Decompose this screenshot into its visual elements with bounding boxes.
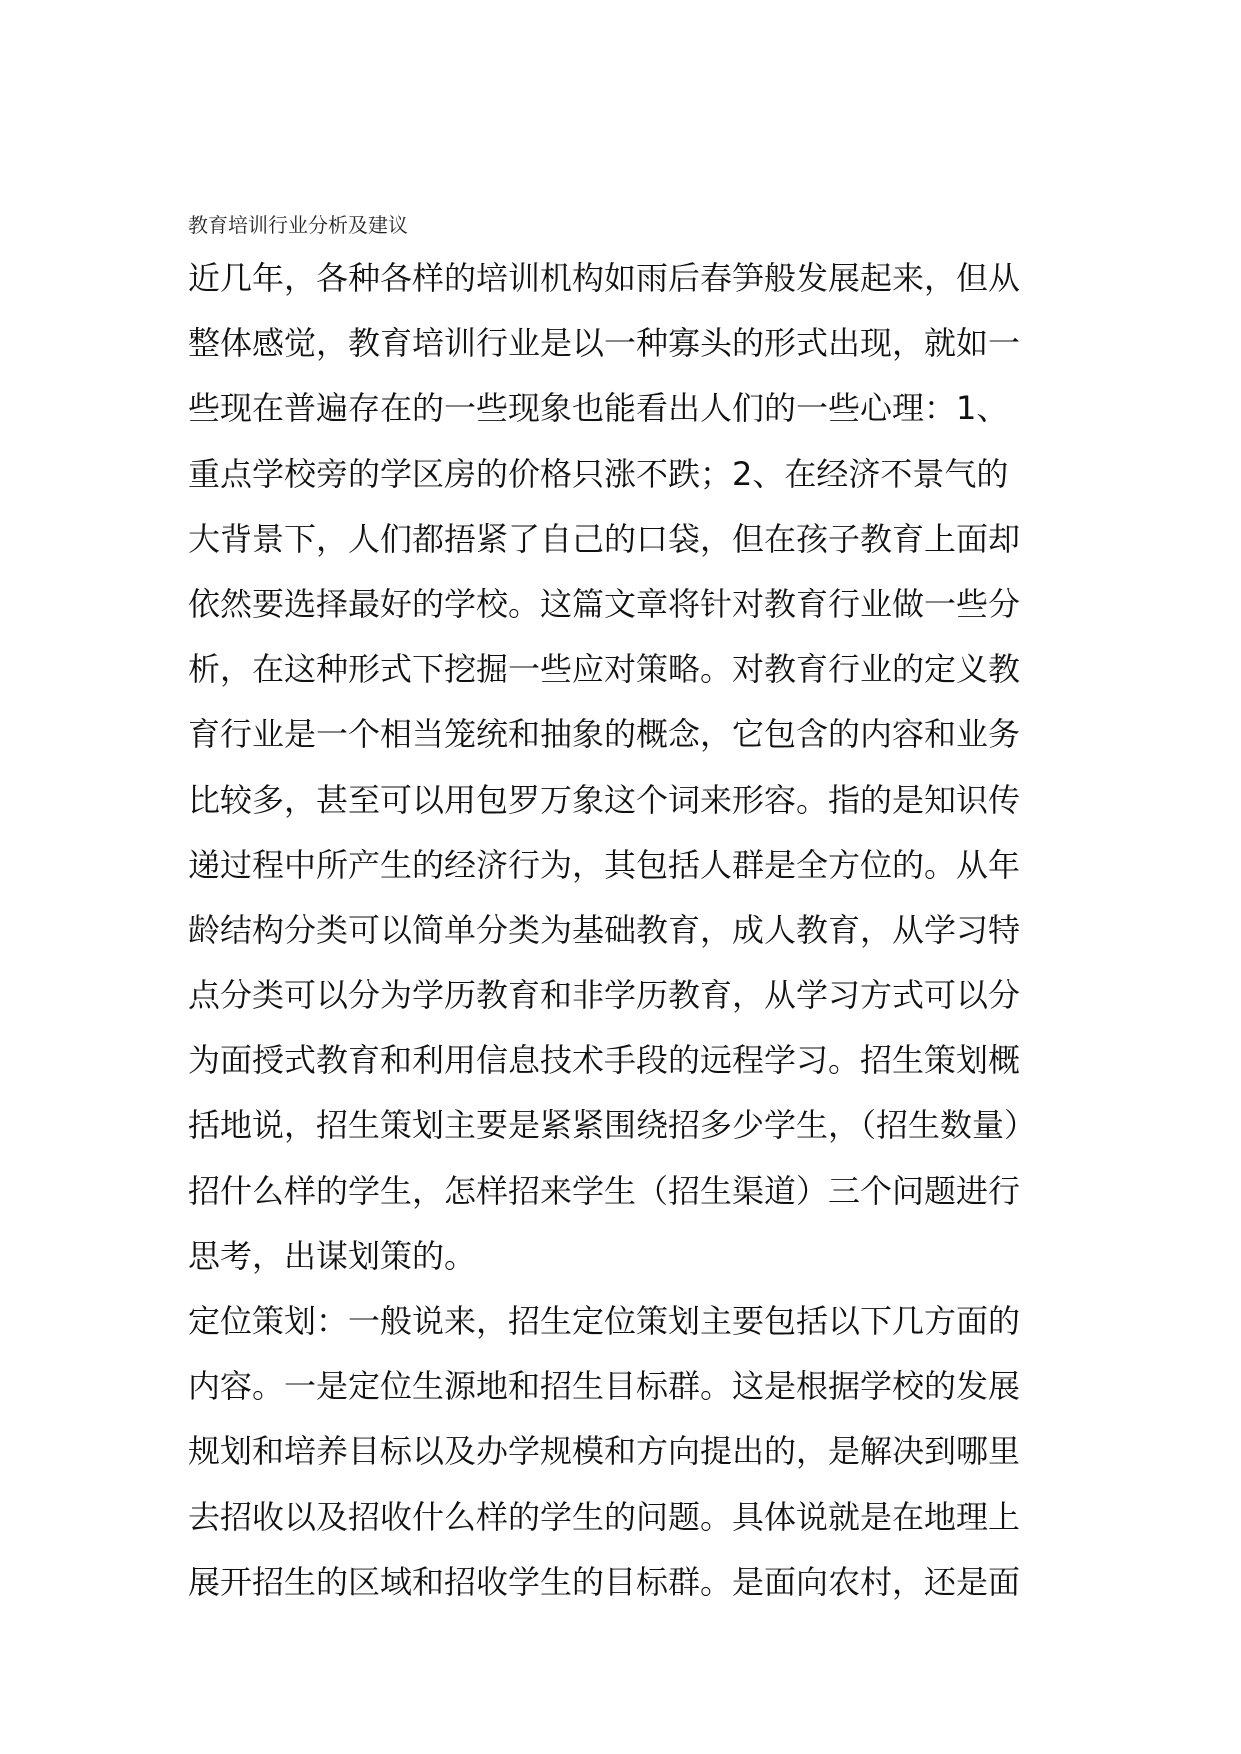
body-line: 规划和培养目标以及办学规模和方向提出的，是解决到哪里 — [188, 1432, 1021, 1471]
body-line: 整体感觉，教育培训行业是以一种寡头的形式出现，就如一 — [188, 324, 1021, 363]
body-line: 去招收以及招收什么样的学生的问题。具体说就是在地理上 — [188, 1497, 1021, 1536]
document-title: 教育培训行业分析及建议 — [188, 213, 408, 237]
body-line: 定位策划：一般说来，招生定位策划主要包括以下几方面的 — [188, 1302, 1021, 1340]
body-line: 括地说，招生策划主要是紧紧围绕招多少学生，（招生数量） — [188, 1106, 1037, 1145]
body-line: 内容。一是定位生源地和招生目标群。这是根据学校的发展 — [188, 1367, 1021, 1406]
body-line: 近几年，各种各样的培训机构如雨后春笋般发展起来，但从 — [188, 259, 1021, 297]
body-line: 展开招生的区域和招收学生的目标群。是面向农村，还是面 — [188, 1562, 1021, 1601]
body-line: 大背景下，人们都捂紧了自己的口袋，但在孩子教育上面却 — [188, 519, 1021, 558]
body-line: 析，在这种形式下挖掘一些应对策略。对教育行业的定义教 — [188, 650, 1021, 689]
document-body — [188, 246, 1088, 1615]
body-line: 育行业是一个相当笼统和抽象的概念，它包含的内容和业务 — [188, 715, 1021, 754]
body-line: 为面授式教育和利用信息技术手段的远程学习。招生策划概 — [188, 1041, 1021, 1080]
body-line: 依然要选择最好的学校。这篇文章将针对教育行业做一些分 — [188, 584, 1021, 623]
body-line: 招什么样的学生，怎样招来学生（招生渠道）三个问题进行 — [188, 1171, 1021, 1210]
body-line: 思考，出谋划策的。 — [188, 1236, 477, 1275]
body-line: 比较多，甚至可以用包罗万象这个词来形容。指的是知识传 — [188, 780, 1021, 819]
body-line: 重点学校旁的学区房的价格只涨不跌；2、在经济不景气的 — [188, 454, 1009, 493]
body-line: 些现在普遍存在的一些现象也能看出人们的一些心理：1、 — [188, 389, 1009, 428]
body-line: 龄结构分类可以简单分类为基础教育，成人教育，从学习特 — [188, 910, 1021, 949]
body-line: 点分类可以分为学历教育和非学历教育，从学习方式可以分 — [188, 976, 1021, 1015]
body-line: 递过程中所产生的经济行为，其包括人群是全方位的。从年 — [188, 845, 1021, 884]
